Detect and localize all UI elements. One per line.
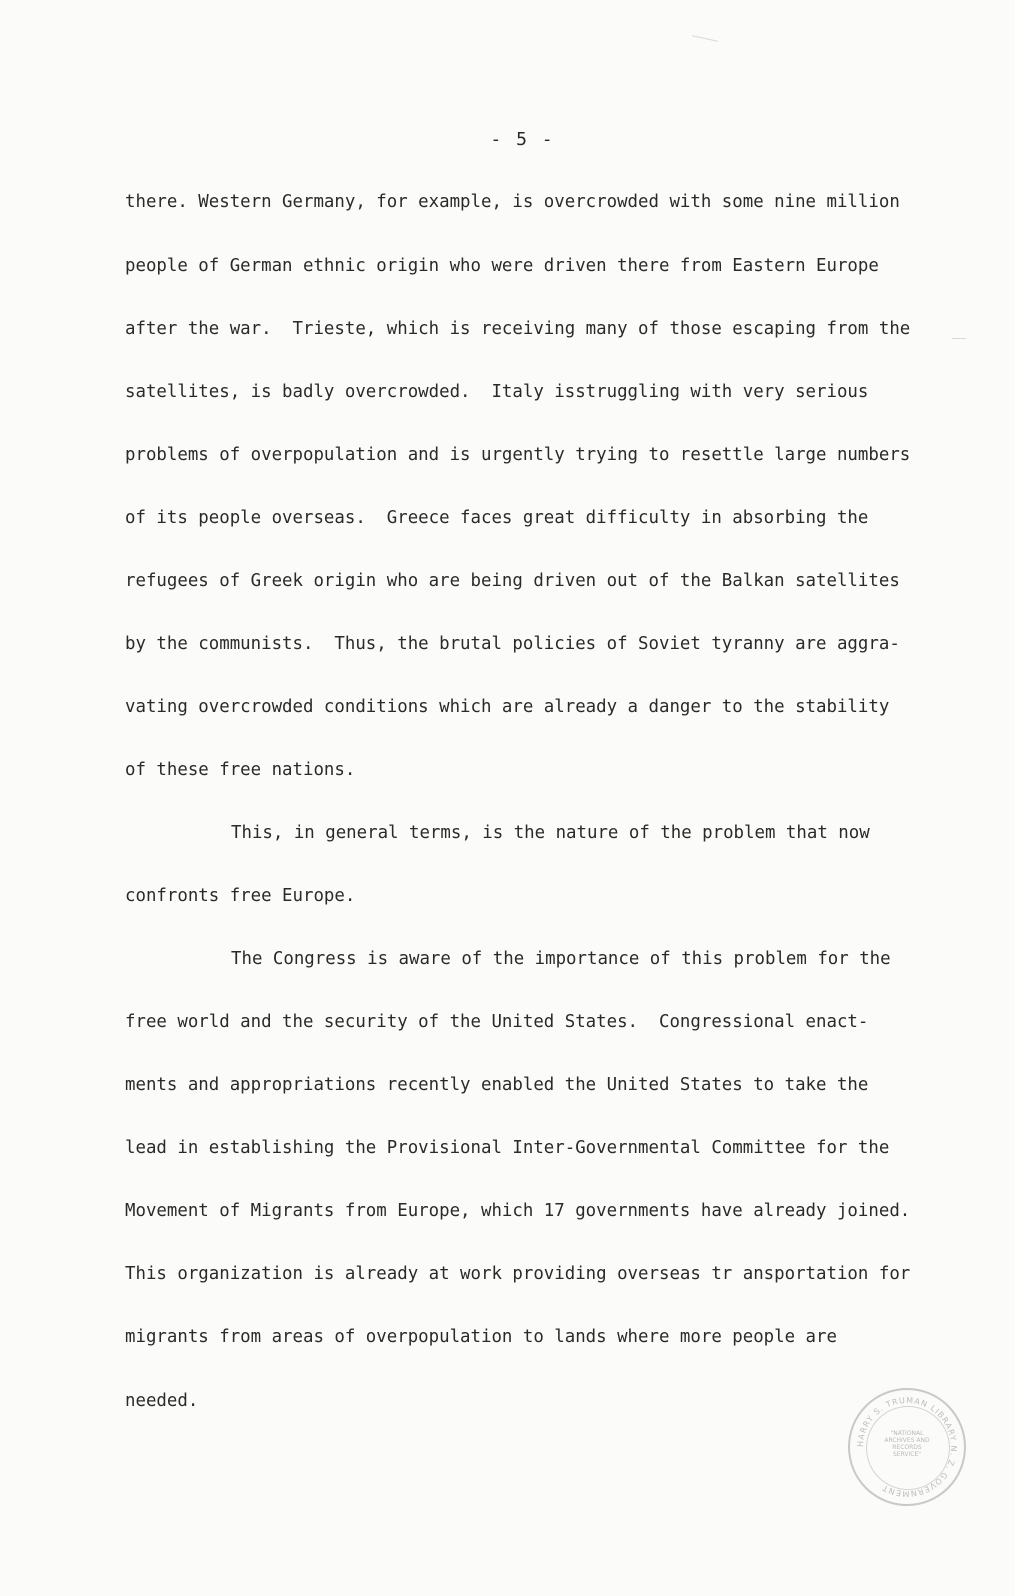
text-line: people of German ethnic origin who were driven there from Eastern Europe: [125, 256, 879, 276]
text-line: problems of overpopulation and is urgently trying to resettle large numbers: [125, 445, 911, 465]
text-line: of its people overseas. Greece faces great difficulty in absorbing the: [125, 508, 869, 528]
text-line: needed.: [125, 1391, 199, 1411]
text-line: of these free nations.: [125, 760, 356, 780]
paper-mark: [692, 35, 718, 41]
text-line: vating overcrowded conditions which are already a danger to the stability: [125, 697, 890, 717]
text-line: satellites, is badly overcrowded. Italy isstruggling with very serious: [125, 382, 869, 402]
text-line: refugees of Greek origin who are being driven out of the Balkan satellites: [125, 571, 900, 591]
seal-ring-text: HARRY S. TRUMAN LIBRARY N. Z. GOVERNMENT: [855, 1395, 959, 1499]
text-line: migrants from areas of overpopulation to lands where more people are: [125, 1327, 837, 1347]
text-line: free world and the security of the United States. Congressional enact-: [125, 1012, 869, 1032]
text-line: This, in general terms, is the nature of the problem that now: [231, 823, 870, 843]
text-line: after the war. Trieste, which is receiving many of those escaping from the: [125, 319, 911, 339]
page-number: - 5 -: [490, 129, 555, 150]
text-line: there. Western Germany, for example, is overcrowded with some nine million: [125, 192, 900, 212]
text-line: This organization is already at work providing overseas tr ansportation for: [125, 1264, 911, 1284]
text-line: lead in establishing the Provisional Inter-Governmental Committee for the: [125, 1138, 890, 1158]
text-line: confronts free Europe.: [125, 886, 356, 906]
paper-mark: [952, 338, 966, 339]
text-line: The Congress is aware of the importance of this problem for the: [231, 949, 891, 969]
seal-center-text: "NATIONAL ARCHIVES AND RECORDS SERVICE": [884, 1430, 930, 1458]
text-line: ments and appropriations recently enabled the United States to take the: [125, 1075, 869, 1095]
text-line: Movement of Migrants from Europe, which 17 governments have already joined.: [125, 1201, 911, 1221]
text-line: by the communists. Thus, the brutal policies of Soviet tyranny are aggra-: [125, 634, 900, 654]
library-seal-stamp: [848, 1388, 966, 1506]
